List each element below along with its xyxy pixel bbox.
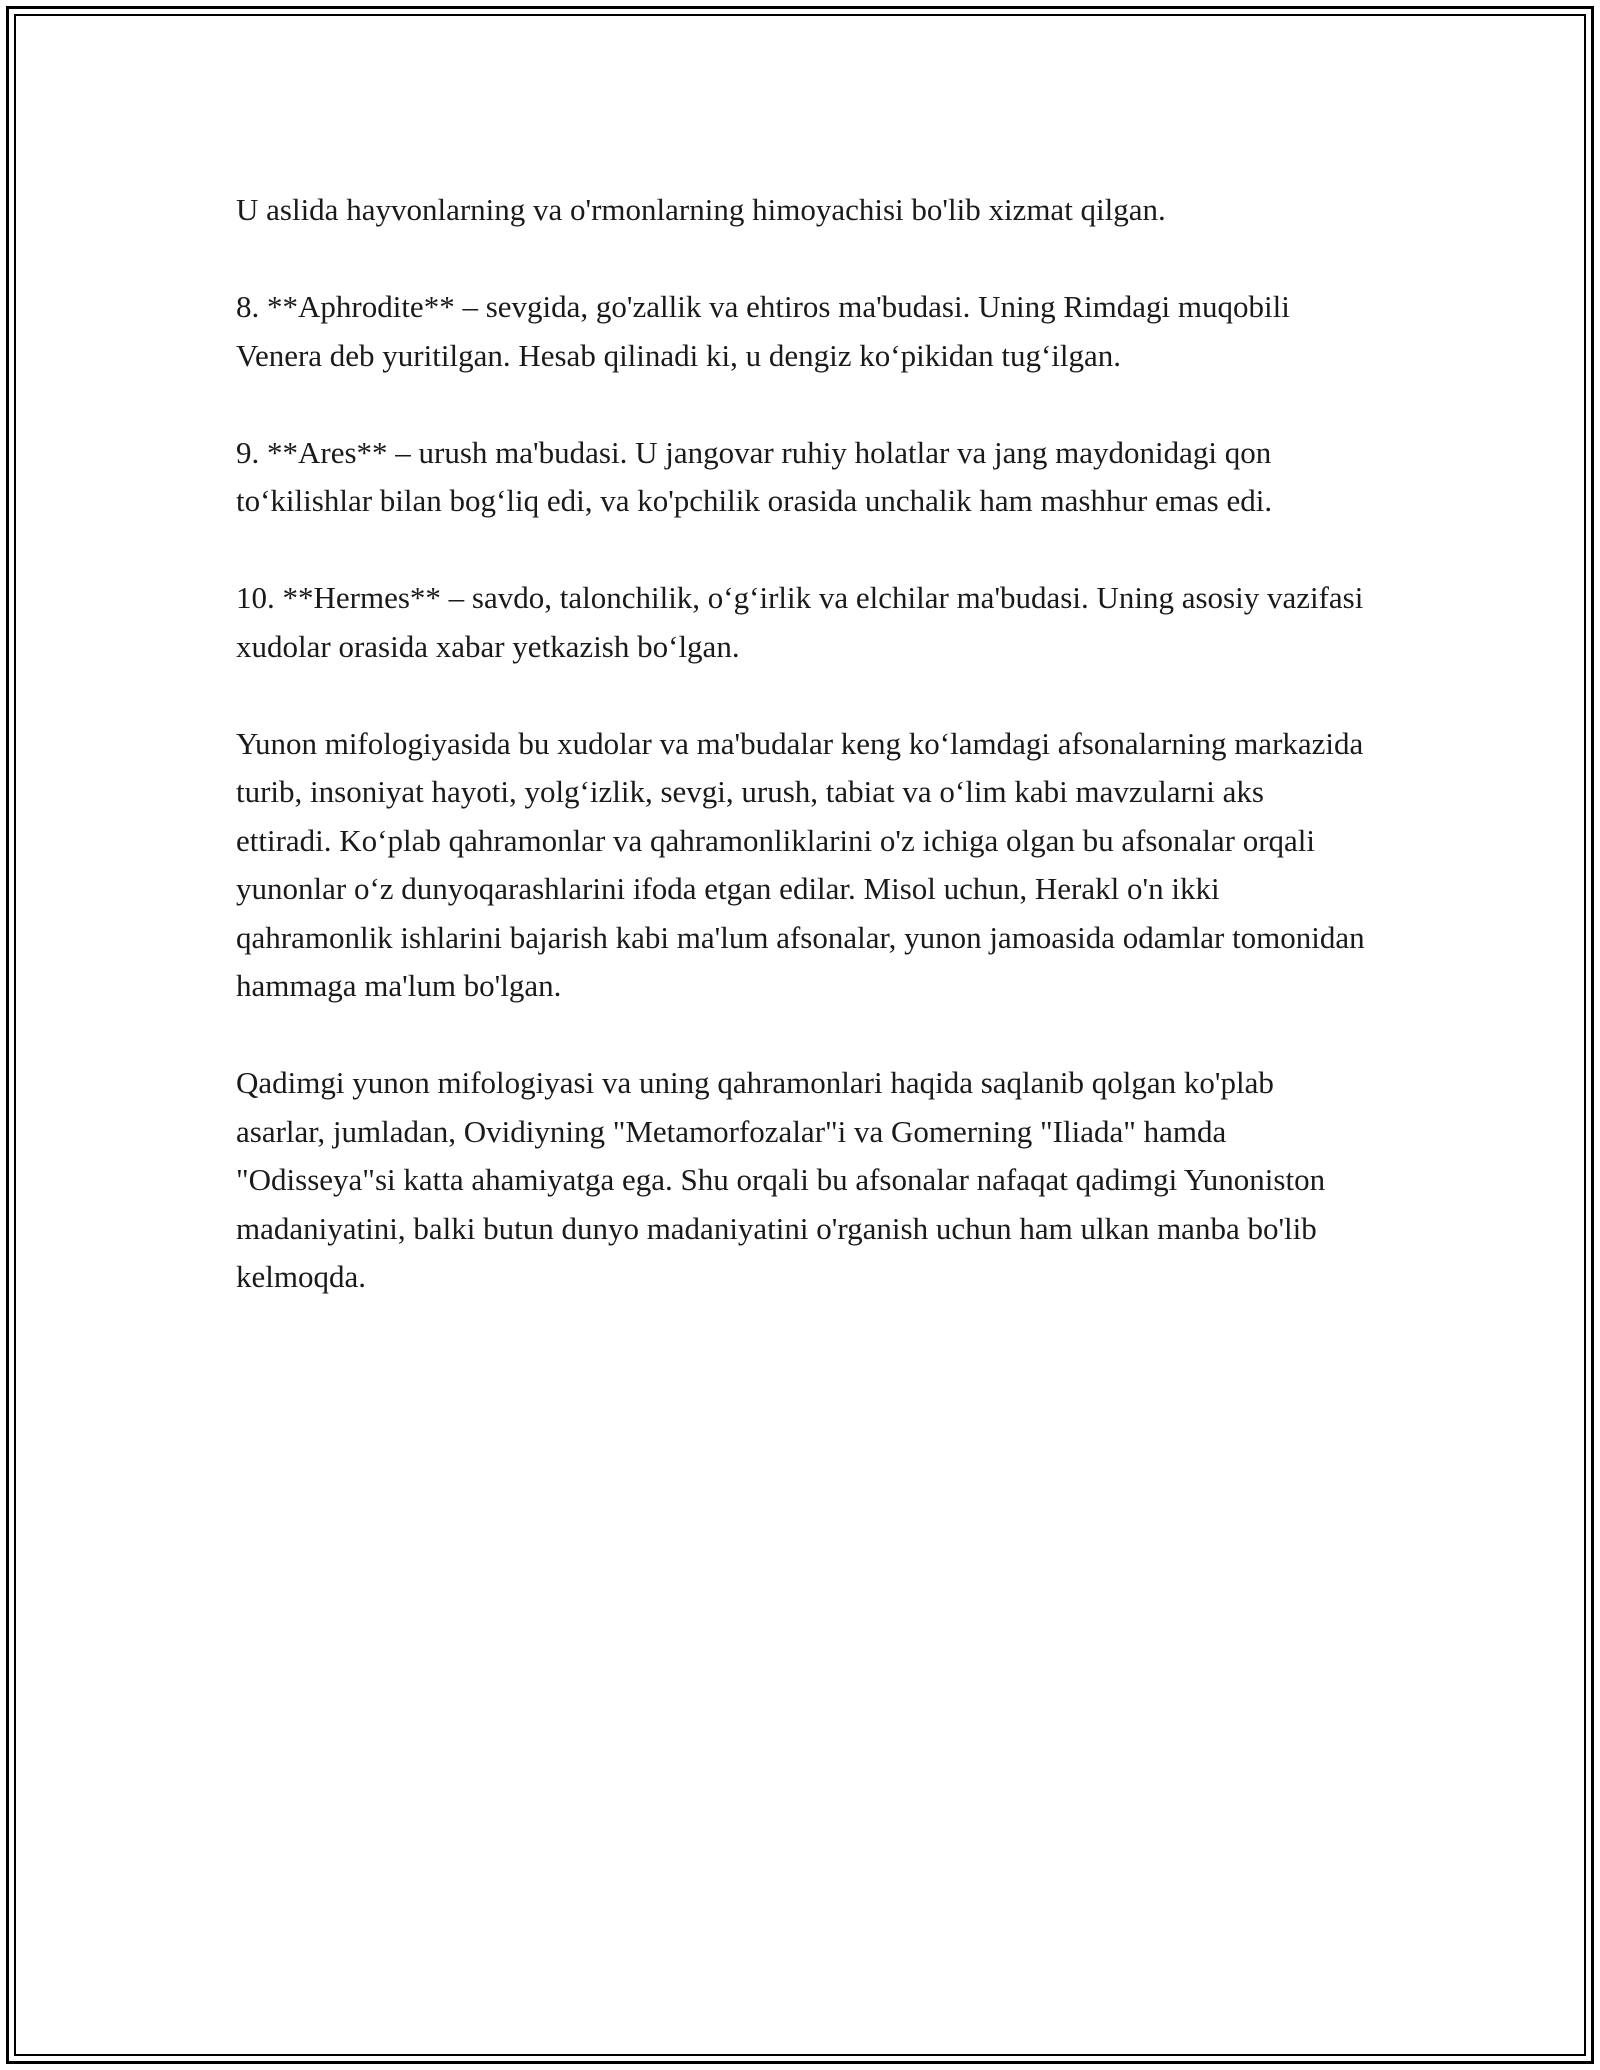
- paragraph-item-ares: 9. **Ares** – urush ma'budasi. U jangovar ruhiy holatlar va jang maydonidagi qon to‘kilishlar bilan bog‘liq edi, va ko'pchilik orasida unchalik ham mashhur emas edi.: [236, 434, 1273, 518]
- paragraph-literary-sources: Qadimgi yunon mifologiyasi va uning qahramonlari haqida saqlanib qolgan ko'plab asarlar, jumladan, Ovidiyning "Metamorfozalar"i va Gomerning "Iliada" hamda "Odisseya"si katta ahamiyatga ega. Shu orqali bu afsonalar nafaqat qadimgi Yunoniston madaniyatini, balki butun dunyo madaniyatini o'rganish uchun ham ulkan manba bo'lib kelmoqda.: [236, 1065, 1326, 1294]
- paragraph-mythology-summary: Yunon mifologiyasida bu xudolar va ma'budalar keng ko‘lamdagi afsonalarning markazida turib, insoniyat hayoti, yolg‘izlik, sevgi, urush, tabiat va o‘lim kabi mavzularni aks ettiradi. Ko‘plab qahramonlar va qahramonliklarini o'z ichiga olgan bu afsonalar orqali yunonlar o‘z dunyoqarashlarini ifoda etgan edilar. Misol uchun, Herakl o'n ikki qahramonlik ishlarini bajarish kabi ma'lum afsonalar, yunon jamoasida odamlar tomonidan hammaga ma'lum bo'lgan.: [236, 725, 1365, 1003]
- paragraph-item-aphrodite: 8. **Aphrodite** – sevgida, go'zallik va ehtiros ma'budasi. Uning Rimdagi muqobili Venera deb yuritilgan. Hesab qilinadi ki, u dengiz ko‘pikidan tug‘ilgan.: [236, 289, 1290, 373]
- document-body: [236, 186, 1366, 1350]
- paragraph-continuation: U aslida hayvonlarning va o'rmonlarning himoyachisi bo'lib xizmat qilgan.: [236, 192, 1166, 227]
- paragraph-item-hermes: 10. **Hermes** – savdo, talonchilik, o‘g‘irlik va elchilar ma'budasi. Uning asosiy vazifasi xudolar orasida xabar yetkazish bo‘lgan.: [236, 580, 1364, 664]
